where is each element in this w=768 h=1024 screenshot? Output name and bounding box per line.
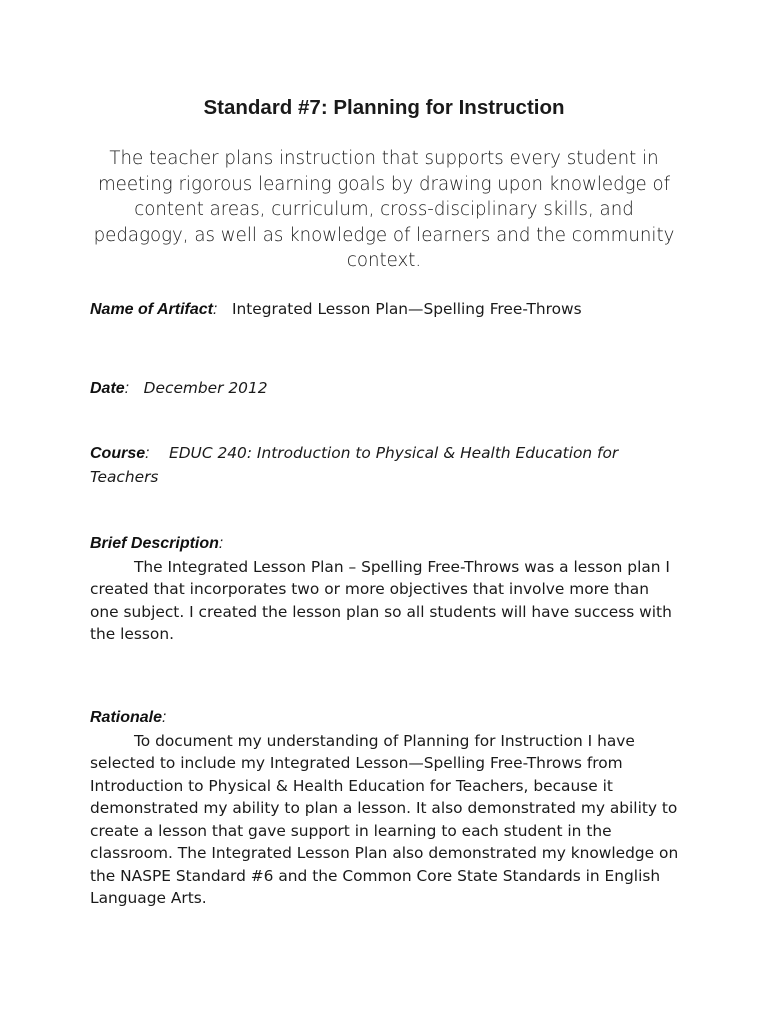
brief-description-text: The Integrated Lesson Plan – Spelling Free-Throws was a lesson plan I created that incorporates two or more objectives that involve more than one subject. I created the lesson plan so all students will have success with the lesson.	[90, 557, 672, 643]
artifact-value: Integrated Lesson Plan—Spelling Free-Throws	[231, 300, 582, 318]
course-label-colon: :	[145, 445, 150, 462]
course-field	[90, 442, 682, 488]
rationale-section	[90, 706, 682, 910]
brief-description-label-colon: :	[218, 535, 224, 552]
standard-description: The teacher plans instruction that supports every student in meeting rigorous learning goals by drawing upon knowledge of content areas, curriculum, cross-disciplinary skills, and pedagogy, as well as knowledge of learners and the community context.	[93, 148, 675, 271]
brief-description-section	[90, 532, 682, 646]
date-label: Date	[90, 380, 125, 397]
page-title: Standard #7: Planning for Instruction	[203, 96, 565, 119]
date-field	[90, 377, 682, 401]
brief-description-label: Brief Description	[90, 535, 219, 552]
artifact-field	[90, 298, 682, 322]
date-value: December 2012	[143, 379, 268, 397]
rationale-label: Rationale	[90, 709, 163, 726]
artifact-label: Name of Artifact	[90, 301, 213, 318]
rationale-heading	[90, 706, 682, 730]
rationale-text: To document my understanding of Planning for Instruction I have selected to include my Integrated Lesson—Spelling Free-Throws from Introduction to Physical & Health Education for Teachers, because it demonstrated my ability to plan a lesson. It also demonstrated my ability to create a lesson that gave support in learning to each student in the classroom. The Integrated Lesson Plan also demonstrated my knowledge on the NASPE Standard #6 and the Common Core State Standards in English Language Arts.	[90, 731, 679, 907]
brief-description-heading	[90, 532, 682, 556]
date-label-colon: :	[124, 380, 129, 397]
course-label: Course	[90, 445, 146, 462]
artifact-label-colon: :	[212, 301, 218, 318]
course-value: EDUC 240: Introduction to Physical & Health Education for Teachers	[90, 444, 619, 486]
rationale-label-colon: :	[162, 709, 167, 726]
